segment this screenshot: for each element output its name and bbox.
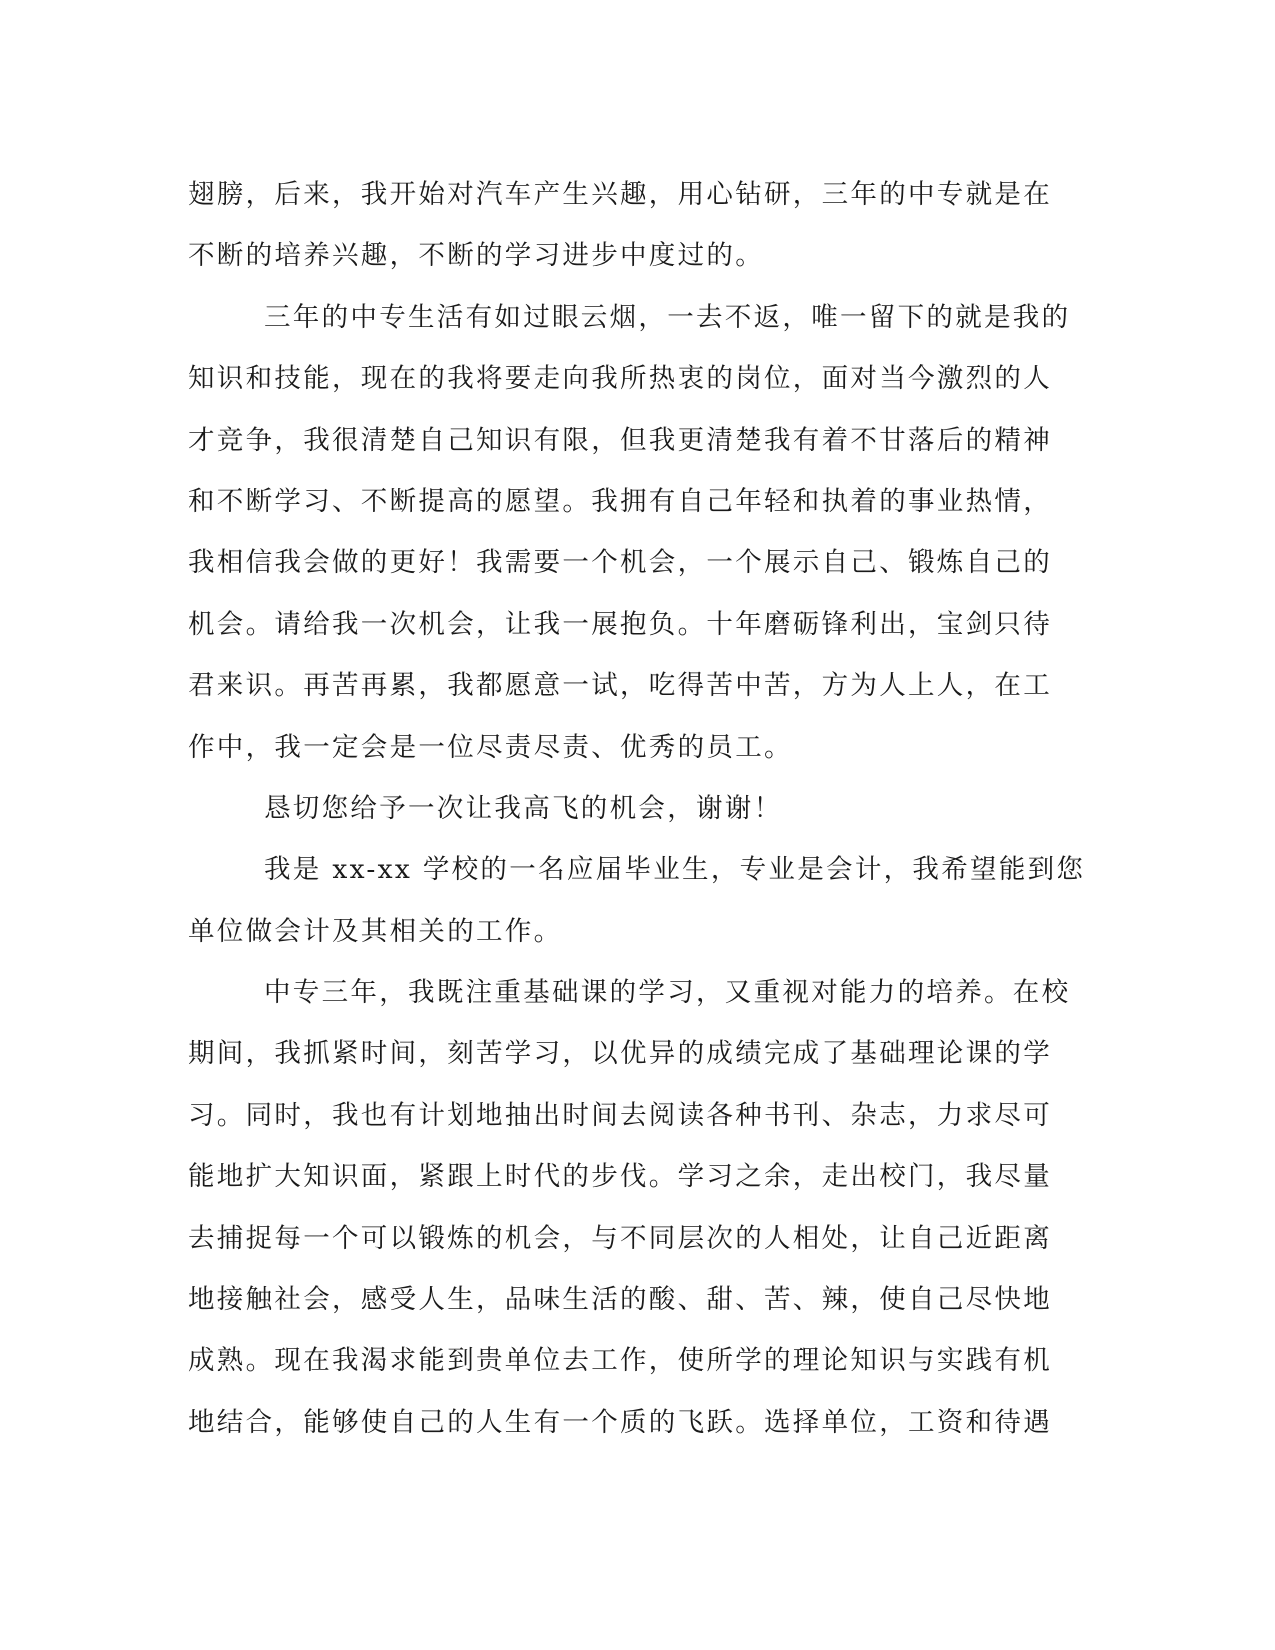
text-line: 习。同时，我也有计划地抽出时间去阅读各种书刊、杂志，力求尽可 bbox=[188, 1099, 1052, 1131]
text-line: 和不断学习、不断提高的愿望。我拥有自己年轻和执着的事业热情， bbox=[188, 485, 1052, 517]
text-line: 作中，我一定会是一位尽责尽责、优秀的员工。 bbox=[188, 731, 793, 763]
text-line: 机会。请给我一次机会，让我一展抱负。十年磨砺锋利出，宝剑只待 bbox=[188, 608, 1052, 640]
text-line: 翅膀，后来，我开始对汽车产生兴趣，用心钻研，三年的中专就是在 bbox=[188, 179, 1052, 210]
paragraph-start-line: 三年的中专生活有如过眼云烟，一去不返，唯一留下的就是我的 bbox=[264, 301, 1071, 333]
text-line: 我相信我会做的更好！我需要一个机会，一个展示自己、锻炼自己的 bbox=[188, 547, 1052, 579]
paragraph-start-line: 中专三年，我既注重基础课的学习，又重视对能力的培养。在校 bbox=[264, 977, 1071, 1009]
text-line: 地结合，能够使自己的人生有一个质的飞跃。选择单位，工资和待遇 bbox=[188, 1406, 1052, 1438]
text-line: 才竞争，我很清楚自己知识有限，但我更清楚我有着不甘落后的精神 bbox=[188, 424, 1052, 456]
text-line: 知识和技能，现在的我将要走向我所热衷的岗位，面对当今激烈的人 bbox=[188, 363, 1052, 395]
text-line: 成熟。现在我渴求能到贵单位去工作，使所学的理论知识与实践有机 bbox=[188, 1345, 1052, 1377]
body-text bbox=[188, 164, 1086, 1453]
paragraph-start-line: 恳切您给予一次让我高飞的机会，谢谢！ bbox=[264, 792, 783, 824]
text-line: 去捕捉每一个可以锻炼的机会，与不同层次的人相处，让自己近距离 bbox=[188, 1222, 1052, 1254]
text-line: 不断的培养兴趣，不断的学习进步中度过的。 bbox=[188, 240, 764, 272]
paragraph-start-line: 我是 xx-xx 学校的一名应届毕业生，专业是会计，我希望能到您 bbox=[264, 854, 1086, 886]
text-line: 期间，我抓紧时间，刻苦学习，以优异的成绩完成了基础理论课的学 bbox=[188, 1038, 1052, 1070]
text-line: 能地扩大知识面，紧跟上时代的步伐。学习之余，走出校门，我尽量 bbox=[188, 1161, 1052, 1193]
text-line: 君来识。再苦再累，我都愿意一试，吃得苦中苦，方为人上人，在工 bbox=[188, 670, 1052, 702]
text-line: 地接触社会，感受人生，品味生活的酸、甜、苦、辣，使自己尽快地 bbox=[188, 1284, 1052, 1316]
text-line: 单位做会计及其相关的工作。 bbox=[188, 915, 563, 947]
